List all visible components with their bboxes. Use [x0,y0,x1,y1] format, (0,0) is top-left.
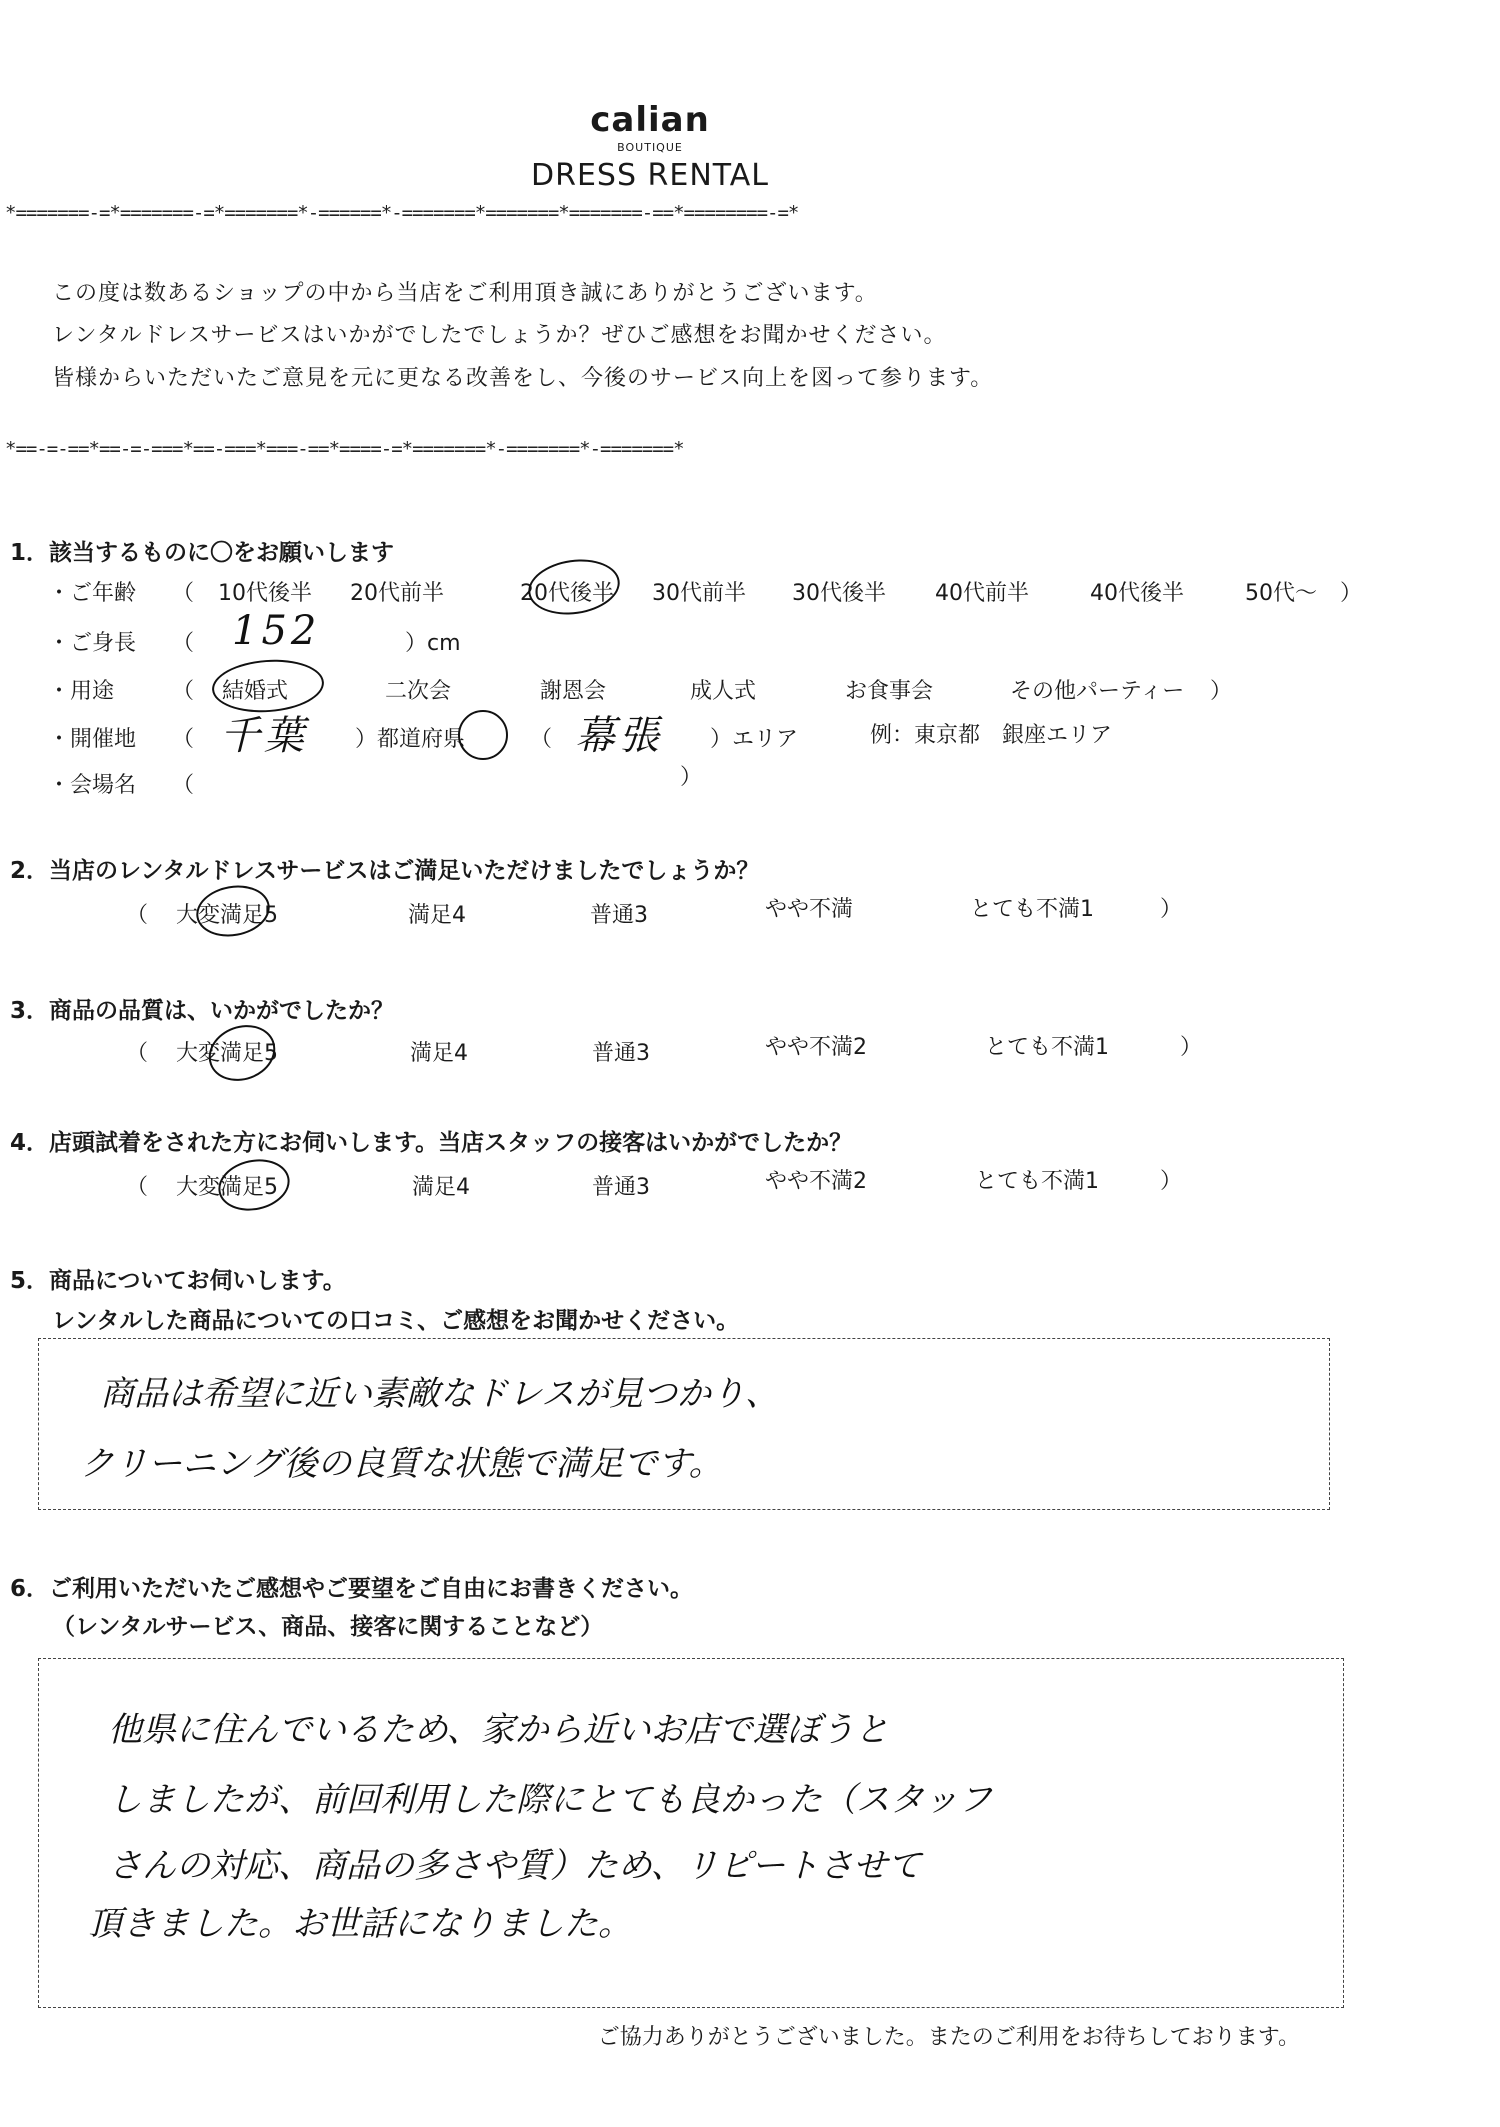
venue-prefecture-value[interactable]: 千葉 [220,713,308,759]
age-option-30s-early[interactable]: 30代前半 [652,581,746,606]
purpose-option-dinner[interactable]: お食事会 [845,679,934,704]
intro-line-2: レンタルドレスサービスはいかがでしたでしょうか？ぜひご感想をお聞かせください。 [52,323,947,348]
q5-subtitle: レンタルした商品についての口コミ、ご感想をお聞かせください。 [52,1308,740,1334]
q3-selected-circle [201,1016,283,1090]
q3-option-neutral[interactable]: 普通3 [592,1041,650,1066]
q2-selected-circle [192,880,274,942]
q3-option-very-satisfied[interactable]: 大変満足5 [176,1041,278,1066]
purpose-option-coming-of-age[interactable]: 成人式 [690,679,757,704]
height-value[interactable]: 152 [232,608,321,654]
age-option-50s[interactable]: 50代〜 [1245,581,1317,606]
intro-line-1: この度は数あるショップの中から当店をご利用頂き誠にありがとうございます。 [52,281,878,306]
purpose-option-wedding[interactable]: 結婚式 [222,679,289,704]
height-label: ・ご身長 [48,631,137,656]
age-option-30s-late[interactable]: 30代後半 [792,581,886,606]
q6-title: 6．ご利用いただいたご感想やご要望をご自由にお書きください。 [10,1576,694,1602]
venue-name-label: ・会場名 [48,773,137,798]
q5-title: 5．商品についてお伺いします。 [10,1268,346,1294]
q6-subtitle: （レンタルサービス、商品、接客に関することなど） [52,1614,604,1640]
height-open-paren: （ [172,631,195,656]
venue-area-open-paren: （ [530,727,553,752]
q4-title: 4．店頭試着をされた方にお伺いします。当店スタッフの接客はいかがでしたか？ [10,1130,853,1156]
venue-location-label: ・開催地 [48,727,137,752]
q4-option-satisfied[interactable]: 満足4 [412,1175,470,1200]
venue-name-open-paren: （ [172,773,195,798]
purpose-option-after-party[interactable]: 二次会 [385,679,452,704]
venue-area-value[interactable]: 幕張 [575,713,663,759]
q2-option-somewhat-dissatisfied[interactable]: やや不満 [765,897,854,922]
q6-answer-line-1: 他県に住んでいるため、家から近いお店で選ぼうと [108,1710,889,1750]
purpose-option-other-party[interactable]: その他パーティー [1010,679,1185,704]
age-close-paren: ） [1340,581,1363,606]
venue-prefecture-suffix: ）都道府県 [355,727,466,752]
q3-title: 3．商品の品質は、いかがでしたか？ [10,998,395,1024]
purpose-open-paren: （ [172,679,195,704]
q1-title: 1．該当するものに〇をお願いします [10,540,395,566]
height-unit: ）cm [405,631,461,656]
q3-option-very-dissatisfied[interactable]: とても不満1 [985,1035,1109,1060]
q3-option-satisfied[interactable]: 満足4 [410,1041,468,1066]
purpose-close-paren: ） [1210,679,1233,704]
venue-pref-selected-circle [458,710,508,760]
q2-open-paren: （ [126,903,149,928]
q3-close-paren: ） [1180,1035,1203,1060]
purpose-option-thanks-party[interactable]: 謝恩会 [540,679,607,704]
q2-option-satisfied[interactable]: 満足4 [408,903,466,928]
venue-area-suffix: ）エリア [710,727,799,752]
q3-open-paren: （ [126,1041,149,1066]
purpose-label: ・用途 [48,679,115,704]
brand-tagline: DRESS RENTAL [531,158,769,193]
q6-answer-line-4: 頂きました。お世話になりました。 [88,1904,632,1944]
q4-selected-circle [214,1153,295,1217]
brand-logo-name: calian [590,100,710,140]
q3-option-somewhat-dissatisfied[interactable]: やや不満2 [765,1035,867,1060]
age-option-20s-late[interactable]: 20代後半 [520,581,614,606]
age-option-40s-early[interactable]: 40代前半 [935,581,1029,606]
venue-example: 例：東京都 銀座エリア [870,723,1113,748]
q4-option-neutral[interactable]: 普通3 [592,1175,650,1200]
q2-title: 2．当店のレンタルドレスサービスはご満足いただけましたでしょうか？ [10,858,760,884]
brand-logo-sub: BOUTIQUE [617,141,683,154]
q5-answer-line-1: 商品は希望に近い素敵なドレスが見つかり、 [100,1374,779,1414]
venue-name-close-paren: ） [680,765,703,790]
q4-option-very-satisfied[interactable]: 大変満足5 [176,1175,278,1200]
q5-answer-line-2: クリーニング後の良質な状態で満足です。 [80,1444,723,1484]
q2-option-very-satisfied[interactable]: 大変満足5 [176,903,278,928]
age-selected-circle [525,554,624,620]
age-option-20s-early[interactable]: 20代前半 [350,581,444,606]
age-option-10s-late[interactable]: 10代後半 [218,581,312,606]
intro-line-3: 皆様からいただいたご意見を元に更なる改善をし、今後のサービス向上を図って参ります。 [52,366,994,391]
q4-option-somewhat-dissatisfied[interactable]: やや不満2 [765,1169,867,1194]
age-option-40s-late[interactable]: 40代後半 [1090,581,1184,606]
q6-answer-line-2: しましたが、前回利用した際にとても良かった（スタッフ [108,1780,992,1820]
age-open-paren: （ [172,581,195,606]
q2-option-neutral[interactable]: 普通3 [590,903,648,928]
footer-thanks: ご協力ありがとうございました。またのご利用をお待ちしております。 [597,2025,1300,2050]
q2-option-very-dissatisfied[interactable]: とても不満1 [970,897,1094,922]
q2-close-paren: ） [1160,897,1183,922]
q4-close-paren: ） [1160,1169,1183,1194]
age-label: ・ご年齢 [48,581,137,606]
divider-top: *=======-=*=======-=*=======*-======*-=======*=======*=======-==*========-=* [5,202,799,224]
divider-bottom: *==-=-==*==-=-===*==-===*===-==*====-=*=======*-=======*-=======* [5,438,684,460]
venue-pref-open-paren: （ [172,727,195,752]
q4-option-very-dissatisfied[interactable]: とても不満1 [975,1169,1099,1194]
q4-open-paren: （ [126,1175,149,1200]
q6-answer-line-3: さんの対応、商品の多さや質）ため、リピートさせて [108,1846,922,1886]
